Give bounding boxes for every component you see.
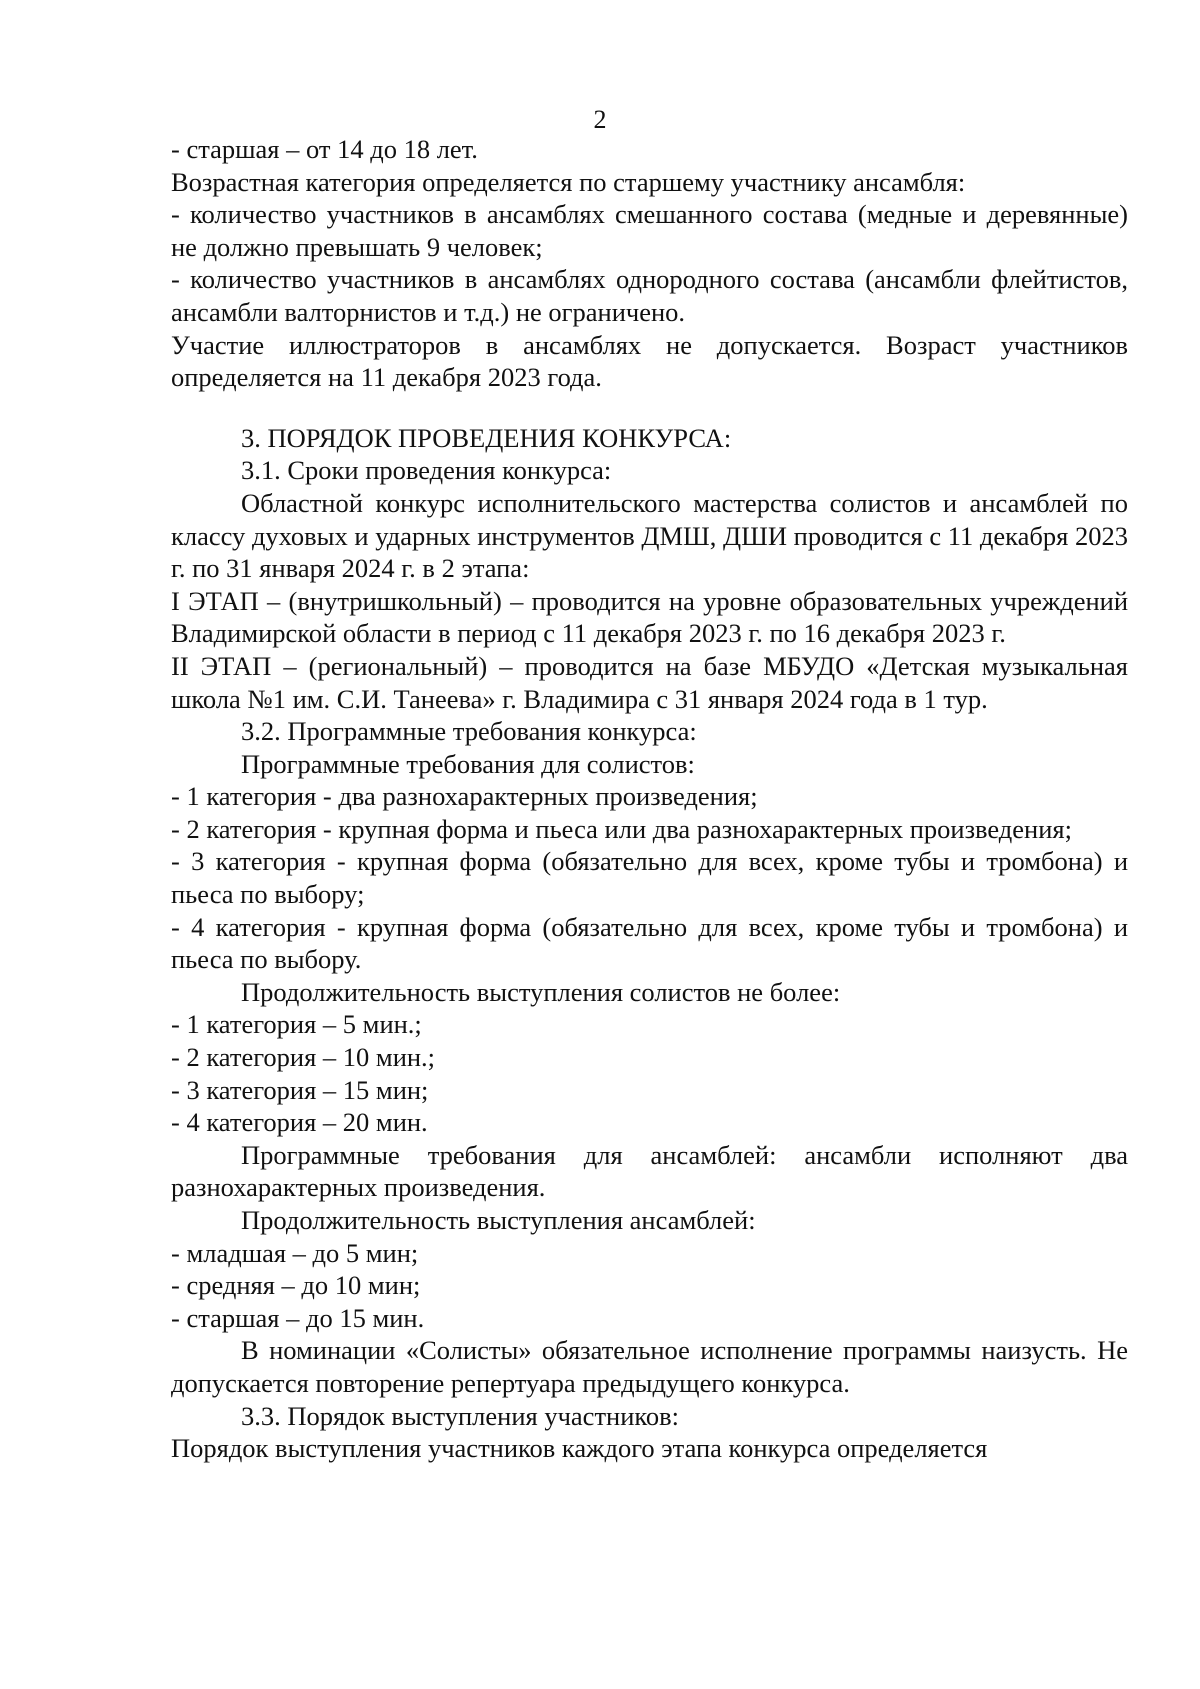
list-item-middle: - средняя – до 10 мин; [171, 1270, 421, 1301]
list-item-category-2: - 2 категория - крупная форма и пьеса или два разнохарактерных произведения; [171, 813, 1072, 844]
paragraph-soloist-duration: Продолжительность выступления солистов не более: [241, 976, 841, 1007]
subsection-heading-dates: 3.1. Сроки проведения конкурса: [241, 455, 612, 486]
list-item-category-4: - 4 категория - крупная форма (обязательно для всех, кроме тубы и тромбона) и пьеса по выбору. [171, 911, 1128, 975]
list-item-duration-2: - 2 категория – 10 мин.; [171, 1042, 436, 1073]
list-item-duration-4: - 4 категория – 20 мин. [171, 1107, 428, 1138]
page-number: 2 [593, 105, 607, 134]
paragraph-senior-age: - старшая – от 14 до 18 лет. [171, 134, 478, 164]
paragraph-soloist-requirements: Программные требования для солистов: [241, 748, 695, 779]
list-item-duration-1: - 1 категория – 5 мин.; [171, 1009, 422, 1040]
subsection-heading-order: 3.3. Порядок выступления участников: [241, 1400, 680, 1431]
document-body [171, 133, 1128, 1465]
paragraph-order-of-performance: Порядок выступления участников каждого этапа конкурса определяется [171, 1433, 988, 1464]
subsection-heading-program: 3.2. Программные требования конкурса: [241, 716, 697, 747]
paragraph-soloists-by-heart: В номинации «Солисты» обязательное исполнение программы наизусть. Не допускается повторение репертуара предыдущего конкурса. [171, 1335, 1128, 1398]
paragraph-stage-two: II ЭТАП – (региональный) – проводится на базе МБУДО «Детская музыкальная школа №1 им. С.И. Танеева» г. Владимира с 31 января 2024 года в 1 тур. [171, 650, 1128, 714]
list-item-senior: - старшая – до 15 мин. [171, 1302, 425, 1333]
paragraph-uniform-ensembles: - количество участников в ансамблях однородного состава (ансамбли флейтистов, ансамбли валторнистов и т.д.) не ограничено. [171, 264, 1128, 327]
paragraph-mixed-ensembles: - количество участников в ансамблях смешанного состава (медные и деревянные) не должно превышать 9 человек; [171, 199, 1128, 262]
list-item-duration-3: - 3 категория – 15 мин; [171, 1074, 429, 1105]
paragraph-stage-one: I ЭТАП – (внутришкольный) – проводится на уровне образовательных учреждений Владимирской области в период с 11 декабря 2023 г. по 16 декабря 2023 г. [171, 585, 1128, 649]
paragraph-illustrators: Участие иллюстраторов в ансамблях не допускается. Возраст участников определяется на 11 декабря 2023 года. [171, 329, 1128, 393]
paragraph-contest-dates: Областной конкурс исполнительского мастерства солистов и ансамблей по классу духовых и ударных инструментов ДМШ, ДШИ проводится с 11 декабря 2023 г. по 31 января 2024 г. в 2 этапа: [171, 487, 1128, 584]
paragraph-ensemble-requirements: Программные требования для ансамблей: ансамбли исполняют два разнохарактерных произведения. [171, 1139, 1128, 1203]
section-heading-procedure: 3. ПОРЯДОК ПРОВЕДЕНИЯ КОНКУРСА: [241, 422, 732, 453]
paragraph-age-category-rule: Возрастная категория определяется по старшему участнику ансамбля: [171, 166, 966, 197]
list-item-category-3: - 3 категория - крупная форма (обязательно для всех, кроме тубы и тромбона) и пьеса по выбору; [171, 846, 1128, 910]
list-item-category-1: - 1 категория - два разнохарактерных произведения; [171, 781, 758, 812]
paragraph-ensemble-duration: Продолжительность выступления ансамблей: [241, 1205, 756, 1235]
list-item-junior: - младшая – до 5 мин; [171, 1237, 419, 1268]
